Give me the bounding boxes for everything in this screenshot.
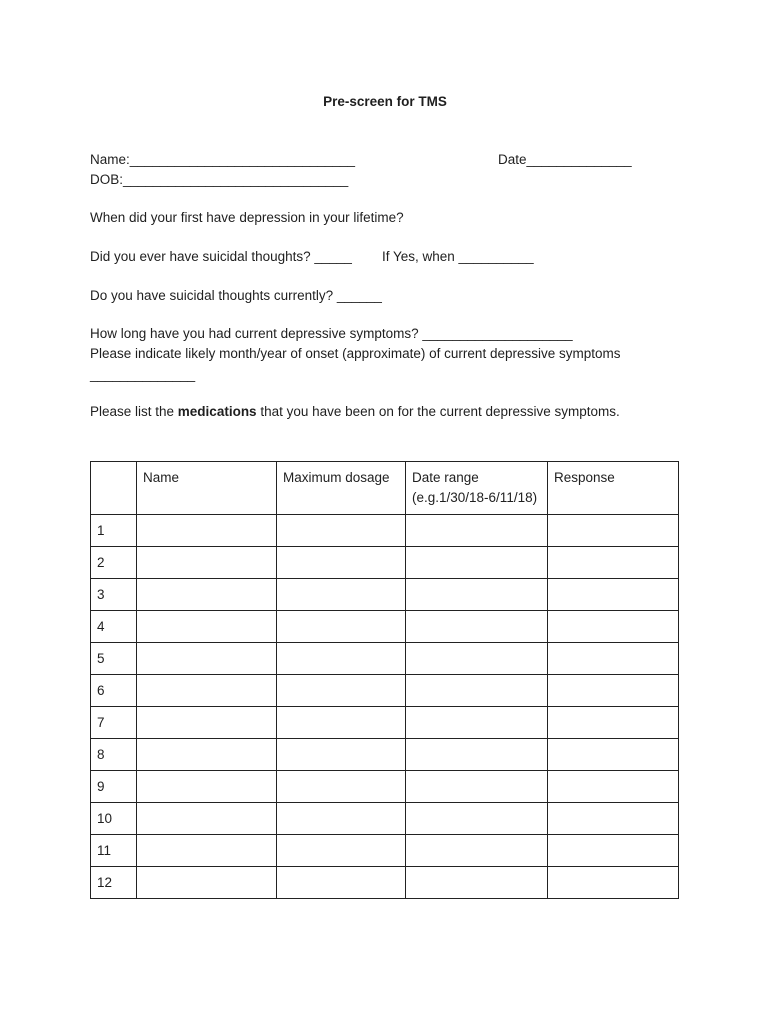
row-number: 9 (91, 771, 137, 803)
row-number: 6 (91, 675, 137, 707)
maximum-dosage-cell[interactable] (277, 803, 406, 835)
maximum-dosage-cell[interactable] (277, 611, 406, 643)
name-cell[interactable] (137, 867, 277, 899)
header-date-range-example: (e.g.1/30/18-6/11/18) (412, 490, 538, 505)
row-number: 8 (91, 739, 137, 771)
dob-field-line[interactable]: DOB:______________________________ (90, 172, 349, 187)
date-range-cell[interactable] (406, 675, 548, 707)
response-cell[interactable] (548, 611, 679, 643)
maximum-dosage-cell[interactable] (277, 707, 406, 739)
response-cell[interactable] (548, 707, 679, 739)
table-row (91, 835, 679, 867)
header-date-range-title: Date range (412, 470, 479, 485)
date-range-cell[interactable] (406, 771, 548, 803)
table-row (91, 803, 679, 835)
question-first-depression: When did your first have depression in your lifetime? (90, 210, 404, 225)
maximum-dosage-cell[interactable] (277, 547, 406, 579)
maximum-dosage-cell[interactable] (277, 643, 406, 675)
date-range-cell[interactable] (406, 643, 548, 675)
response-cell[interactable] (548, 739, 679, 771)
date-range-cell[interactable] (406, 611, 548, 643)
response-cell[interactable] (548, 803, 679, 835)
page-title: Pre-screen for TMS (323, 94, 447, 109)
header-name: Name (137, 462, 277, 515)
row-number: 7 (91, 707, 137, 739)
table-row (91, 739, 679, 771)
onset-answer-blank[interactable]: ______________ (90, 367, 196, 382)
maximum-dosage-cell[interactable] (277, 739, 406, 771)
question-suicidal-thoughts-current[interactable]: Do you have suicidal thoughts currently? ______ (90, 288, 382, 303)
question-symptom-duration[interactable]: How long have you had current depressive symptoms? ____________________ (90, 326, 573, 341)
date-range-cell[interactable] (406, 707, 548, 739)
date-field-line[interactable]: Date______________ (498, 152, 632, 167)
date-range-cell[interactable] (406, 835, 548, 867)
date-range-cell[interactable] (406, 547, 548, 579)
response-cell[interactable] (548, 579, 679, 611)
name-cell[interactable] (137, 611, 277, 643)
question-suicidal-thoughts-ever[interactable]: Did you ever have suicidal thoughts? _____ (90, 249, 352, 264)
name-cell[interactable] (137, 579, 277, 611)
maximum-dosage-cell[interactable] (277, 515, 406, 547)
table-row (91, 547, 679, 579)
response-cell[interactable] (548, 835, 679, 867)
date-range-cell[interactable] (406, 803, 548, 835)
response-cell[interactable] (548, 675, 679, 707)
medications-instruction (90, 403, 620, 421)
table-row (91, 675, 679, 707)
name-cell[interactable] (137, 803, 277, 835)
question-suicidal-thoughts-when[interactable]: If Yes, when __________ (382, 249, 534, 264)
header-response: Response (548, 462, 679, 515)
maximum-dosage-cell[interactable] (277, 579, 406, 611)
name-cell[interactable] (137, 739, 277, 771)
header-row-number (91, 462, 137, 515)
maximum-dosage-cell[interactable] (277, 835, 406, 867)
row-number: 11 (91, 835, 137, 867)
medications-instruction-pre: Please list the (90, 404, 178, 419)
maximum-dosage-cell[interactable] (277, 771, 406, 803)
date-range-cell[interactable] (406, 739, 548, 771)
row-number: 4 (91, 611, 137, 643)
maximum-dosage-cell[interactable] (277, 675, 406, 707)
table-row (91, 579, 679, 611)
date-range-cell[interactable] (406, 515, 548, 547)
name-cell[interactable] (137, 675, 277, 707)
table-row (91, 867, 679, 899)
name-field-line[interactable]: Name:______________________________ (90, 152, 356, 167)
table-row (91, 643, 679, 675)
row-number: 2 (91, 547, 137, 579)
table-row (91, 611, 679, 643)
response-cell[interactable] (548, 771, 679, 803)
table-row (91, 771, 679, 803)
response-cell[interactable] (548, 547, 679, 579)
table-row (91, 707, 679, 739)
header-maximum-dosage: Maximum dosage (277, 462, 406, 515)
row-number: 3 (91, 579, 137, 611)
row-number: 12 (91, 867, 137, 899)
medications-table (90, 461, 679, 899)
date-range-cell[interactable] (406, 867, 548, 899)
table-row (91, 515, 679, 547)
response-cell[interactable] (548, 643, 679, 675)
row-number: 5 (91, 643, 137, 675)
name-cell[interactable] (137, 707, 277, 739)
header-date-range (406, 462, 548, 515)
name-cell[interactable] (137, 643, 277, 675)
response-cell[interactable] (548, 867, 679, 899)
name-cell[interactable] (137, 515, 277, 547)
row-number: 1 (91, 515, 137, 547)
name-cell[interactable] (137, 771, 277, 803)
name-cell[interactable] (137, 835, 277, 867)
name-cell[interactable] (137, 547, 277, 579)
table-header-row (91, 462, 679, 515)
question-onset: Please indicate likely month/year of onset (approximate) of current depressive symptoms (90, 346, 621, 361)
response-cell[interactable] (548, 515, 679, 547)
medications-keyword: medications (177, 404, 257, 419)
date-range-cell[interactable] (406, 579, 548, 611)
row-number: 10 (91, 803, 137, 835)
maximum-dosage-cell[interactable] (277, 867, 406, 899)
medications-instruction-post: that you have been on for the current depressive symptoms. (256, 404, 620, 419)
